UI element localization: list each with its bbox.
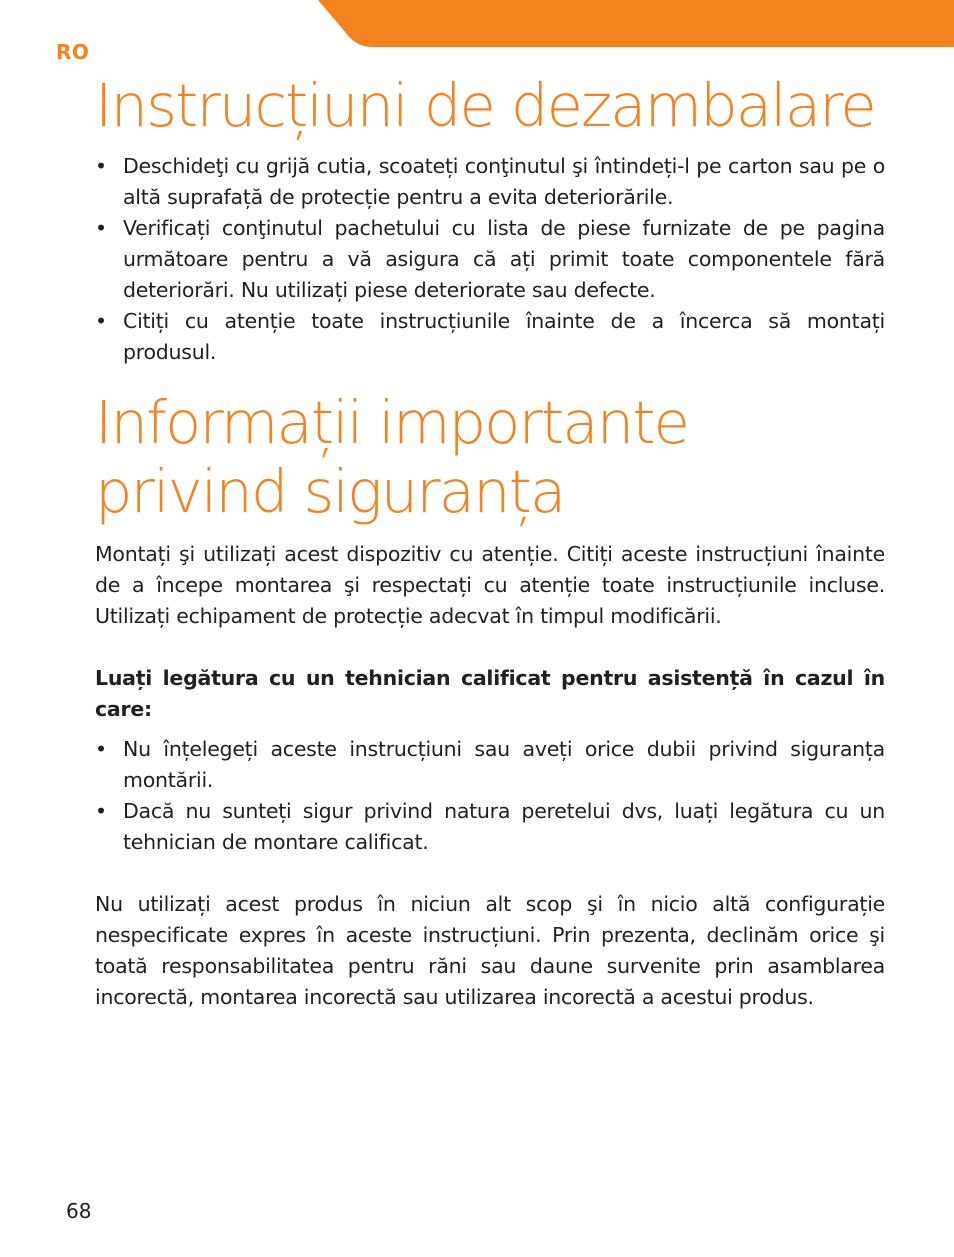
list-item-text: Dacă nu sunteți sigur privind natura peretelui dvs, luați legătura cu un tehnician de montare calificat. (123, 799, 885, 854)
section-title-safety (95, 388, 688, 526)
bullet-icon: • (95, 154, 107, 178)
bullet-icon: • (95, 737, 107, 761)
list-item (95, 213, 885, 306)
section-title-unpacking: Instrucțiuni de dezambalare (95, 71, 875, 140)
section-title-safety-line1: Informații importante (95, 388, 689, 457)
list-item-text: Verificați conţinutul pachetului cu lista de piese furnizate de pe pagina următoare pentru a vă asigura că ați primit toate componentele fără deteriorări. Nu utilizați piese deteriorate sau defecte. (123, 216, 885, 302)
contact-heading: Luați legătura cu un tehnician calificat pentru asistență în cazul în care: (95, 666, 885, 721)
list-item-text: Deschideţi cu grijă cutia, scoateți conţinutul şi întindeți-l pe carton sau pe o altă suprafață de protecție pentru a evita deteriorările. (123, 154, 885, 209)
bullet-icon: • (95, 799, 107, 823)
list-item-text: Citiți cu atenție toate instrucțiunile înainte de a încerca să montați produsul. (123, 309, 885, 364)
disclaimer-paragraph: Nu utilizați acest produs în niciun alt scop şi în nicio altă configurație nespecificate expres în aceste instrucțiuni. Prin prezenta, declinăm orice şi toată responsabilitatea pentru răni sau daune survenite prin asamblarea incorectă, montarea incorectă sau utilizarea incorectă a acestui produs. (95, 892, 885, 1009)
bullet-icon: • (95, 216, 107, 240)
section-title-safety-line2: privind siguranța (95, 457, 565, 526)
list-item (95, 734, 885, 796)
page-number: 68 (66, 1199, 92, 1223)
header-tab-banner (0, 0, 954, 50)
header-tab-shape (318, 0, 954, 47)
language-code: RO (56, 40, 90, 64)
list-item-text: Nu înțelegeți aceste instrucțiuni sau aveți orice dubii privind siguranța montării. (123, 737, 885, 792)
contact-list (95, 734, 885, 858)
safety-intro-paragraph: Montați şi utilizați acest dispozitiv cu atenție. Citiți aceste instrucțiuni înainte de a începe montarea şi respectați cu atenție toate instrucțiunile incluse. Utilizați echipament de protecție adecvat în timpul modificării. (95, 542, 885, 628)
list-item (95, 796, 885, 858)
unpacking-list (95, 151, 885, 368)
list-item (95, 306, 885, 368)
bullet-icon: • (95, 309, 107, 333)
list-item (95, 151, 885, 213)
